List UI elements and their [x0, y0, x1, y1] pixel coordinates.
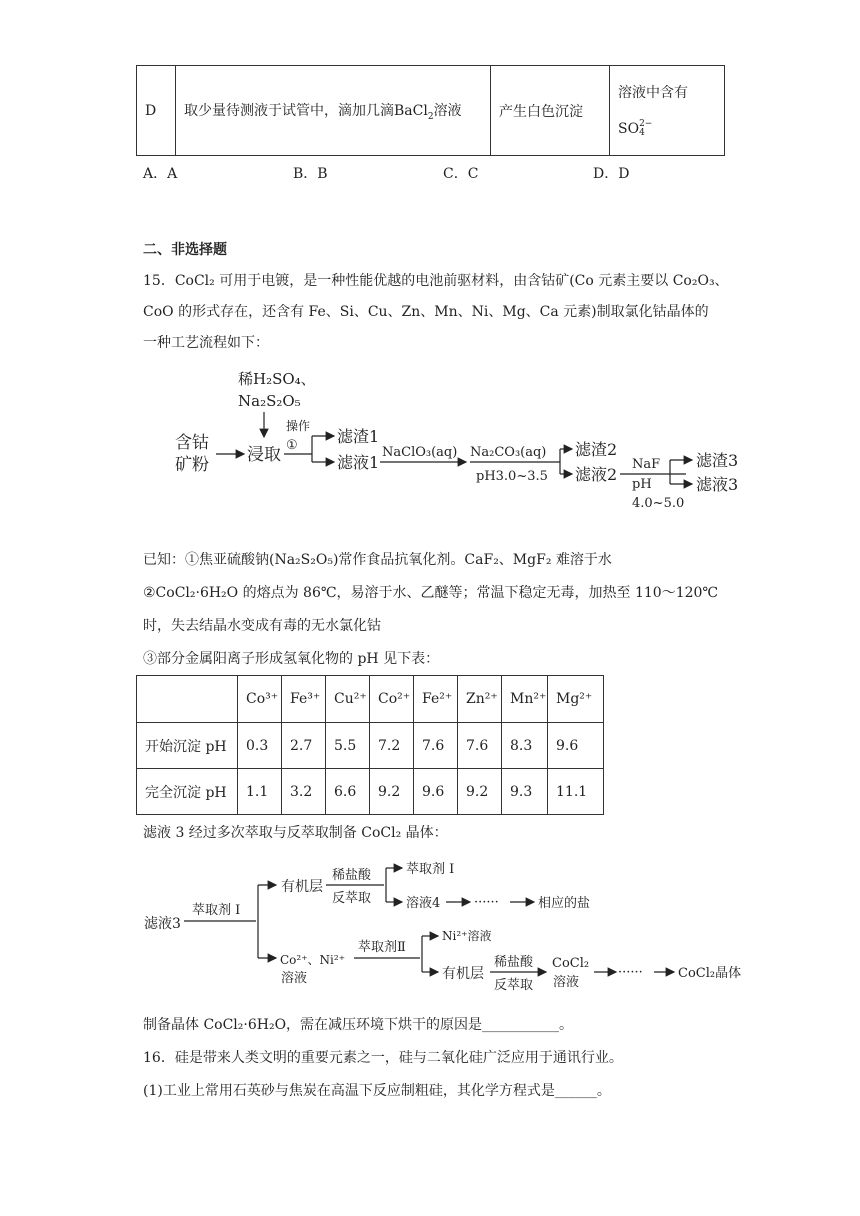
operation-number: ①: [286, 438, 298, 453]
ph-cell: 9.6: [414, 769, 458, 815]
dilute-hcl-2: 稀盐酸: [494, 955, 534, 970]
section-title: 二、非选择题: [143, 242, 227, 258]
reagent-naf: NaF: [632, 457, 661, 472]
operation-text: 取少量待测液于试管中，滴加几滴: [184, 102, 394, 119]
operation-cell: [176, 66, 491, 156]
q15-line1: 15．CoCl₂ 可用于电镀，是一种性能优越的电池前驱材料，由含钴矿(Co 元素主要以 Co₂O₃、: [143, 273, 729, 289]
ph-header-cell: Fe²⁺: [414, 676, 458, 723]
q15-line3: 一种工艺流程如下：: [143, 335, 269, 351]
ph-header-cell: Co³⁺: [238, 676, 282, 723]
filtrate-1: 滤液1: [337, 453, 380, 472]
filtrate-3-start: 滤液3: [144, 916, 181, 932]
ph-cell: 3.2: [282, 769, 326, 815]
cocl2-solution: CoCl₂: [552, 956, 590, 971]
ph-cell: 8.3: [502, 723, 548, 769]
option-c[interactable]: C．C: [443, 166, 479, 182]
q16-line2: (1)工业上常用石英砂与焦炭在高温下反应制粗硅，其化学方程式是______。: [143, 1083, 611, 1099]
leach-step: 浸取: [247, 445, 281, 465]
ph-cell: 2.7: [282, 723, 326, 769]
reagent-na2s2o5: Na₂S₂O₅: [238, 392, 301, 410]
start-material-2: 矿粉: [175, 455, 209, 475]
known-3: ③部分金属阳离子形成氢氧化物的 pH 见下表：: [143, 651, 440, 667]
organic-layer-2: 有机层: [442, 966, 484, 982]
start-material-1: 含钴: [175, 433, 209, 453]
extractant-1: 萃取剂 Ⅰ: [192, 903, 241, 918]
conclusion-cell: [610, 66, 725, 156]
cocl2-crystal: CoCl₂晶体: [678, 966, 742, 981]
ph-cell: 1.1: [238, 769, 282, 815]
q15-question: 制备晶体 CoCl₂·6H₂O，需在减压环境下烘干的原因是___________。: [143, 1017, 574, 1033]
ph-header-cell: Mn²⁺: [502, 676, 548, 723]
ph-header-cell: Zn²⁺: [458, 676, 502, 723]
operation-label: 操作: [286, 419, 311, 433]
after-table-text: 滤液 3 经过多次萃取与反萃取制备 CoCl₂ 晶体：: [143, 825, 448, 841]
reagent-text: BaCl: [394, 102, 428, 119]
ph-row-label: 完全沉淀 pH: [137, 769, 238, 815]
residue-2: 滤渣2: [575, 440, 618, 459]
ph-cell: 7.6: [414, 723, 458, 769]
option-d[interactable]: D．D: [593, 166, 630, 182]
option-a[interactable]: A．A: [143, 166, 178, 182]
known-1: 已知：①焦亚硫酸钠(Na₂S₂O₅)常作食品抗氧化剂。CaF₂、MgF₂ 难溶于水: [143, 552, 612, 568]
ph-header-cell: Mg²⁺: [548, 676, 604, 723]
ph-cell: 7.2: [370, 723, 414, 769]
ph-header-cell: [137, 676, 238, 723]
ph-cell: 9.6: [548, 723, 604, 769]
phenomenon-cell: 产生白色沉淀: [491, 66, 610, 156]
filtrate-2: 滤液2: [575, 465, 618, 484]
known-2: ②CoCl₂·6H₂O 的熔点为 86℃，易溶于水、乙醚等；常温下稳定无毒，加热至 110～120℃: [143, 585, 719, 601]
co-ni-solution: Co²⁺、Ni²⁺: [280, 953, 346, 967]
ph-range-2: 4.0~5.0: [632, 496, 685, 511]
ph-cell: 6.6: [326, 769, 370, 815]
dilute-hcl: 稀盐酸: [332, 868, 372, 883]
known-2b: 时，失去结晶水变成有毒的无水氯化钴: [143, 618, 381, 634]
option-b[interactable]: B．B: [293, 166, 328, 182]
extraction-flow-diagram: [140, 848, 760, 996]
extractant-1-recovered: 萃取剂 Ⅰ: [406, 862, 455, 877]
row-label: D: [137, 66, 176, 156]
solution-4: 溶液4: [406, 896, 441, 911]
residue-3: 滤渣3: [696, 451, 739, 470]
ph-cell: 11.1: [548, 769, 604, 815]
reagent-na2co3: Na₂CO₃(aq): [470, 445, 547, 460]
option-table-row-d: [136, 65, 725, 156]
conclusion-line: 溶液中含有: [618, 84, 688, 101]
co-ni-solution-2: 溶液: [281, 971, 308, 986]
q16-line1: 16．硅是带来人类文明的重要元素之一，硅与二氧化硅广泛应用于通讯行业。: [143, 1050, 623, 1066]
ph-range-1: pH3.0~3.5: [476, 469, 548, 484]
conclusion-ion: SO2− 4: [618, 118, 653, 138]
reagent-sub: 2: [427, 111, 434, 122]
dots-1: ······: [474, 895, 499, 910]
ph-header-cell: Co²⁺: [370, 676, 414, 723]
operation-suffix: 溶液: [433, 102, 462, 119]
ph-cell: 0.3: [238, 723, 282, 769]
ph-cell: 5.5: [326, 723, 370, 769]
organic-layer: 有机层: [281, 879, 323, 895]
extractant-2: 萃取剂Ⅱ: [358, 940, 406, 955]
ph-label: pH: [632, 477, 652, 492]
residue-1: 滤渣1: [337, 427, 380, 446]
ph-header-cell: Cu²⁺: [326, 676, 370, 723]
ph-cell: 7.6: [458, 723, 502, 769]
ph-cell: 9.2: [370, 769, 414, 815]
reagent-h2so4: 稀H₂SO₄、: [238, 370, 316, 388]
ph-row-label: 开始沉淀 pH: [137, 723, 238, 769]
ph-header-cell: Fe³⁺: [282, 676, 326, 723]
q15-line2: CoO 的形式存在，还含有 Fe、Si、Cu、Zn、Mn、Ni、Mg、Ca 元素)制取氯化钴晶体的: [143, 304, 709, 320]
ph-cell: 9.2: [458, 769, 502, 815]
cocl2-solution-2: 溶液: [553, 975, 580, 990]
ni-solution: Ni²⁺溶液: [442, 929, 492, 943]
back-extraction: 反萃取: [332, 891, 372, 906]
ph-table: [136, 675, 604, 815]
dots-2: ······: [618, 965, 643, 980]
reagent-naclo3: NaClO₃(aq): [382, 445, 458, 460]
filtrate-3: 滤液3: [696, 475, 739, 494]
process-flow-diagram: [160, 362, 760, 520]
corresponding-salt: 相应的盐: [538, 896, 591, 911]
back-extraction-2: 反萃取: [494, 978, 534, 993]
ph-cell: 9.3: [502, 769, 548, 815]
